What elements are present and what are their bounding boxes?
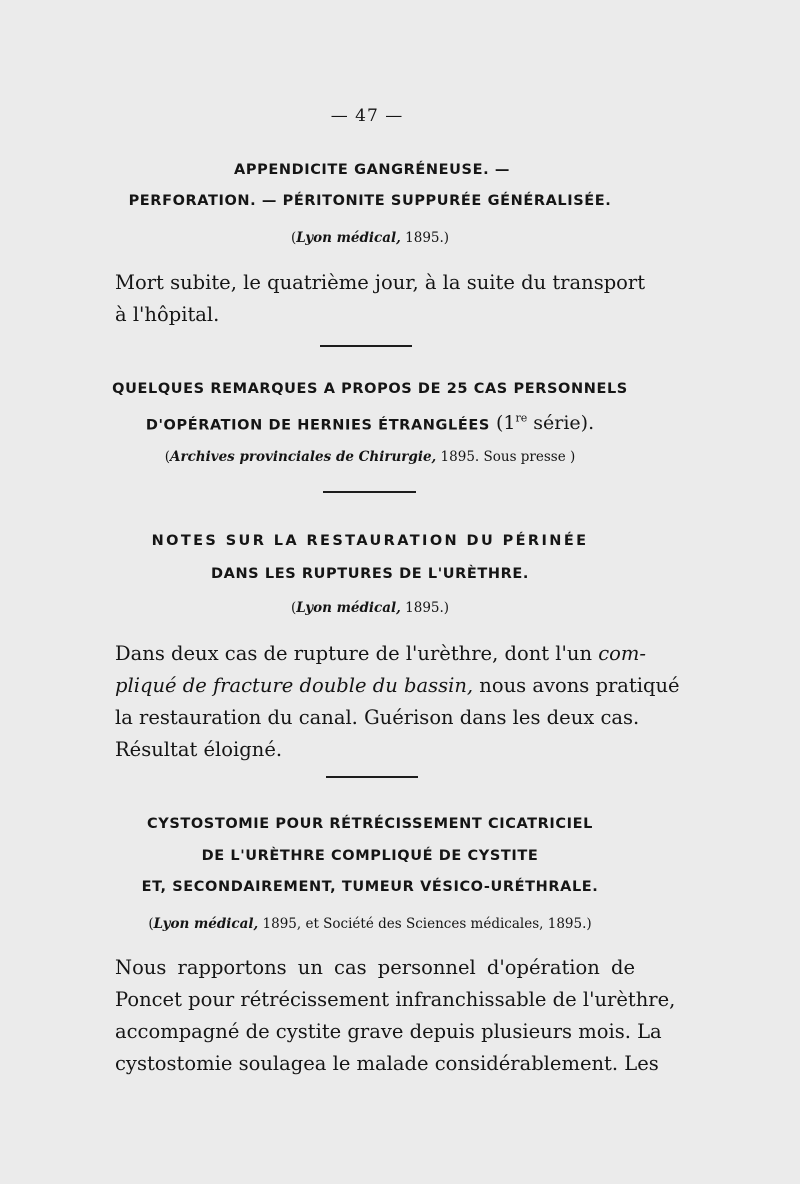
section-3-body xyxy=(115,638,680,766)
section-4-citation: (Lyon médical, 1895, et Société des Sciences médicales, 1895.) xyxy=(148,916,592,932)
section-2-citation: (Archives provinciales de Chirurgie, 1895. Sous presse ) xyxy=(164,449,576,465)
body-line: à l'hôpital. xyxy=(115,303,220,326)
title-tail-b: série). xyxy=(527,412,595,435)
citation-source: Lyon médical, xyxy=(153,916,259,932)
body-italic: pliqué de fracture double du bassin, xyxy=(115,674,474,697)
section-divider xyxy=(323,491,416,493)
title-text: D'OPÉRATION DE HERNIES ÉTRANGLÉES xyxy=(145,417,490,434)
section-1-title-line-1: APPENDICITE GANGRÉNEUSE. — xyxy=(234,162,510,178)
citation-source: Lyon médical, xyxy=(296,230,401,246)
section-4-title-line-3: ET, SECONDAIREMENT, TUMEUR VÉSICO-URÉTHRALE. xyxy=(141,879,599,895)
title-tail xyxy=(490,412,594,434)
section-1-body xyxy=(115,267,646,331)
body-line: cystostomie soulagea le malade considérablement. Les xyxy=(115,1052,659,1075)
citation-rest: 1895.) xyxy=(400,230,450,246)
citation-rest: 1895.) xyxy=(400,600,450,616)
body-line: Résultat éloigné. xyxy=(115,738,283,761)
section-divider xyxy=(326,776,418,778)
section-3-citation: (Lyon médical, 1895.) xyxy=(290,600,450,616)
section-2-title-line-2 xyxy=(70,412,670,434)
citation-rest: 1895, et Société des Sciences médicales, 1895.) xyxy=(258,916,592,932)
body-text: nous avons pratiqué xyxy=(473,674,680,697)
section-4-title-line-2: DE L'URÈTHRE COMPLIQUÉ DE CYSTITE xyxy=(201,848,539,864)
section-divider xyxy=(320,345,412,347)
body-line: Mort subite, le quatrième jour, à la suite du transport xyxy=(115,271,646,294)
section-2-title-line-1 xyxy=(70,381,670,397)
page-number: — 47 — xyxy=(330,106,404,126)
body-line: la restauration du canal. Guérison dans les deux cas. xyxy=(115,706,640,729)
body-line xyxy=(115,670,680,702)
body-italic: com- xyxy=(598,642,646,665)
citation-rest: 1895. Sous presse ) xyxy=(436,449,576,465)
body-line: Poncet pour rétrécissement infranchissable de l'urèthre, xyxy=(115,988,676,1011)
section-1-citation: (Lyon médical, 1895.) xyxy=(290,230,450,246)
section-1-title-line-2: PERFORATION. — PÉRITONITE SUPPURÉE GÉNÉRALISÉE. xyxy=(128,193,612,209)
superscript: re xyxy=(515,412,528,425)
title-tail-a: (1 xyxy=(489,412,516,435)
section-3-title-line-1: NOTES SUR LA RESTAURATION DU PÉRINÉE xyxy=(151,533,589,549)
section-4-title-line-1: CYSTOSTOMIE POUR RÉTRÉCISSEMENT CICATRICIEL xyxy=(146,816,593,832)
section-3-title-line-2: DANS LES RUPTURES DE L'URÈTHRE. xyxy=(210,566,530,582)
body-text: Dans deux cas de rupture de l'urèthre, dont l'un xyxy=(115,642,599,665)
title-text: QUELQUES REMARQUES A PROPOS DE 25 CAS PERSONNELS xyxy=(112,381,628,397)
section-4-body xyxy=(115,952,676,1080)
body-line xyxy=(115,638,646,670)
citation-source: Lyon médical, xyxy=(296,600,401,616)
body-line: Nous rapportons un cas personnel d'opération de xyxy=(115,956,635,979)
citation-source: Archives provinciales de Chirurgie, xyxy=(170,449,437,465)
body-line: accompagné de cystite grave depuis plusieurs mois. La xyxy=(115,1020,662,1043)
